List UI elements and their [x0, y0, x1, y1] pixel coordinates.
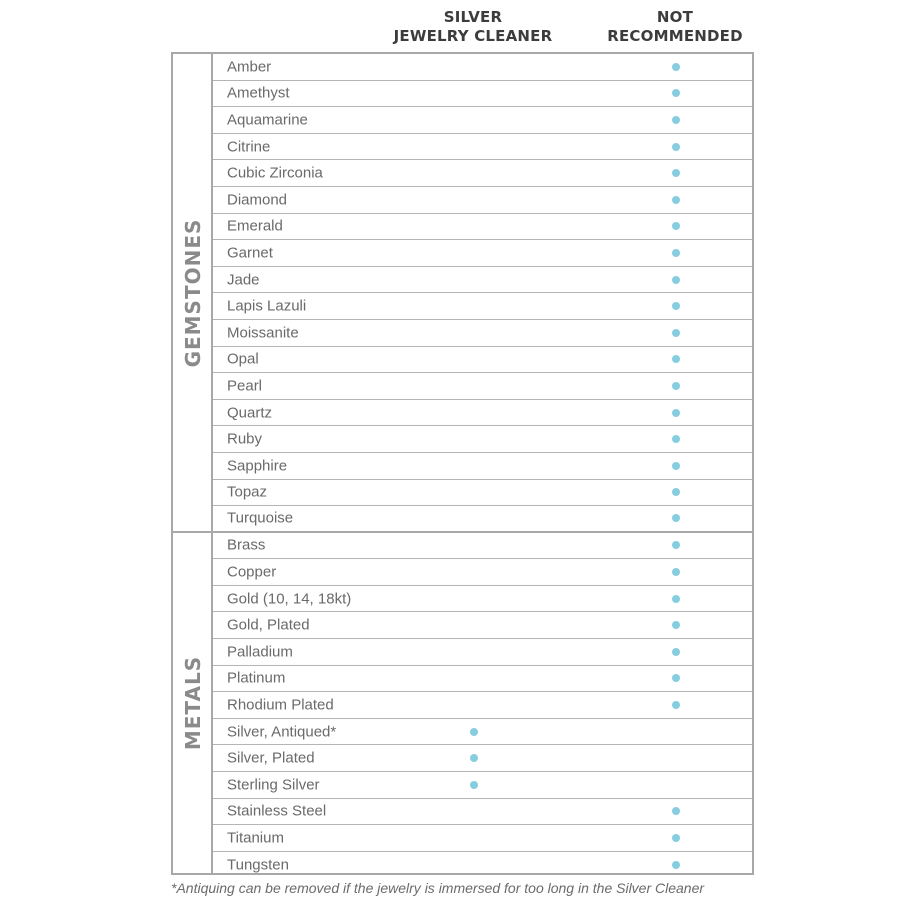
table-row: [213, 586, 752, 613]
table-row: [213, 107, 752, 134]
table-row: [213, 852, 752, 879]
table-row: [213, 426, 752, 453]
table-row: [213, 160, 752, 187]
table-row: [213, 320, 752, 347]
row-label: Citrine: [227, 138, 271, 156]
not-recommended-dot-icon: [672, 807, 680, 815]
row-label: Opal: [227, 350, 259, 368]
row-label: Amethyst: [227, 84, 290, 102]
silver-cleaner-dot-icon: [470, 754, 478, 762]
not-recommended-dot-icon: [672, 462, 680, 470]
table-row: [213, 347, 752, 374]
silver-cleaner-dot-icon: [470, 728, 478, 736]
table-row: [213, 559, 752, 586]
table-row: [213, 187, 752, 214]
row-label: Sterling Silver: [227, 776, 320, 794]
table-row: [213, 533, 752, 560]
column-header-line: RECOMMENDED: [607, 27, 743, 45]
not-recommended-dot-icon: [672, 568, 680, 576]
row-label: Moissanite: [227, 324, 299, 342]
row-label: Turquoise: [227, 509, 294, 527]
not-recommended-dot-icon: [672, 541, 680, 549]
row-label: Gold (10, 14, 18kt): [227, 590, 352, 608]
column-header-line: NOT: [656, 8, 694, 26]
not-recommended-dot-icon: [672, 861, 680, 869]
not-recommended-dot-icon: [672, 514, 680, 522]
row-label: Sapphire: [227, 457, 288, 475]
row-label: Platinum: [227, 669, 286, 687]
column-header-line: SILVER: [443, 8, 503, 26]
row-label: Brass: [227, 536, 266, 554]
row-label: Stainless Steel: [227, 802, 327, 820]
not-recommended-dot-icon: [672, 355, 680, 363]
row-label: Titanium: [227, 829, 284, 847]
table-row: [213, 745, 752, 772]
silver-cleaner-dot-icon: [470, 781, 478, 789]
not-recommended-dot-icon: [672, 169, 680, 177]
row-label: Pearl: [227, 377, 263, 395]
row-label: Topaz: [227, 483, 268, 501]
row-label: Tungsten: [227, 856, 289, 874]
not-recommended-dot-icon: [672, 382, 680, 390]
table-row: [213, 214, 752, 241]
row-label: Aquamarine: [227, 111, 308, 129]
not-recommended-dot-icon: [672, 621, 680, 629]
table-row: [213, 400, 752, 427]
table-row: [213, 666, 752, 693]
not-recommended-dot-icon: [672, 701, 680, 709]
table-row: [213, 772, 752, 799]
table-row: [213, 692, 752, 719]
column-header-line: JEWELRY CLEANER: [393, 27, 553, 45]
row-label: Gold, Plated: [227, 616, 310, 634]
row-label: Diamond: [227, 191, 288, 209]
compatibility-table: [171, 52, 754, 875]
table-rows: [213, 54, 752, 873]
column-header-silver-cleaner: [372, 8, 574, 46]
row-label: Silver, Plated: [227, 749, 315, 767]
table-row: [213, 81, 752, 108]
table-row: [213, 267, 752, 294]
table-row: [213, 293, 752, 320]
not-recommended-dot-icon: [672, 116, 680, 124]
column-header-not-recommended: [584, 8, 766, 46]
table-row: [213, 799, 752, 826]
not-recommended-dot-icon: [672, 834, 680, 842]
table-row: [213, 639, 752, 666]
not-recommended-dot-icon: [672, 89, 680, 97]
table-row: [213, 134, 752, 161]
table-row: [213, 373, 752, 400]
not-recommended-dot-icon: [672, 329, 680, 337]
row-label: Silver, Antiqued*: [227, 723, 337, 741]
not-recommended-dot-icon: [672, 435, 680, 443]
footnote: *Antiquing can be removed if the jewelry is immersed for too long in the Silver Cleaner: [171, 880, 705, 896]
group-label-metals: METALS: [181, 655, 205, 751]
not-recommended-dot-icon: [672, 249, 680, 257]
row-label: Amber: [227, 58, 272, 76]
group-label-gemstones: GEMSTONES: [181, 218, 205, 367]
table-row: [213, 480, 752, 507]
not-recommended-dot-icon: [672, 276, 680, 284]
not-recommended-dot-icon: [672, 143, 680, 151]
not-recommended-dot-icon: [672, 674, 680, 682]
table-row: [213, 825, 752, 852]
not-recommended-dot-icon: [672, 222, 680, 230]
row-label: Jade: [227, 271, 260, 289]
row-label: Quartz: [227, 404, 273, 422]
row-label: Ruby: [227, 430, 263, 448]
table-row: [213, 54, 752, 81]
not-recommended-dot-icon: [672, 488, 680, 496]
row-label: Copper: [227, 563, 277, 581]
row-label: Garnet: [227, 244, 273, 262]
not-recommended-dot-icon: [672, 63, 680, 71]
not-recommended-dot-icon: [672, 595, 680, 603]
group-gemstones: [173, 54, 213, 533]
table-row: [213, 612, 752, 639]
not-recommended-dot-icon: [672, 302, 680, 310]
not-recommended-dot-icon: [672, 648, 680, 656]
table-row: [213, 506, 752, 533]
not-recommended-dot-icon: [672, 196, 680, 204]
table-row: [213, 453, 752, 480]
row-label: Emerald: [227, 217, 283, 235]
table-row: [213, 719, 752, 746]
group-metals: [173, 533, 213, 873]
not-recommended-dot-icon: [672, 409, 680, 417]
row-label: Palladium: [227, 643, 293, 661]
table-row: [213, 240, 752, 267]
row-label: Rhodium Plated: [227, 696, 334, 714]
row-label: Lapis Lazuli: [227, 297, 307, 315]
row-label: Cubic Zirconia: [227, 164, 323, 182]
